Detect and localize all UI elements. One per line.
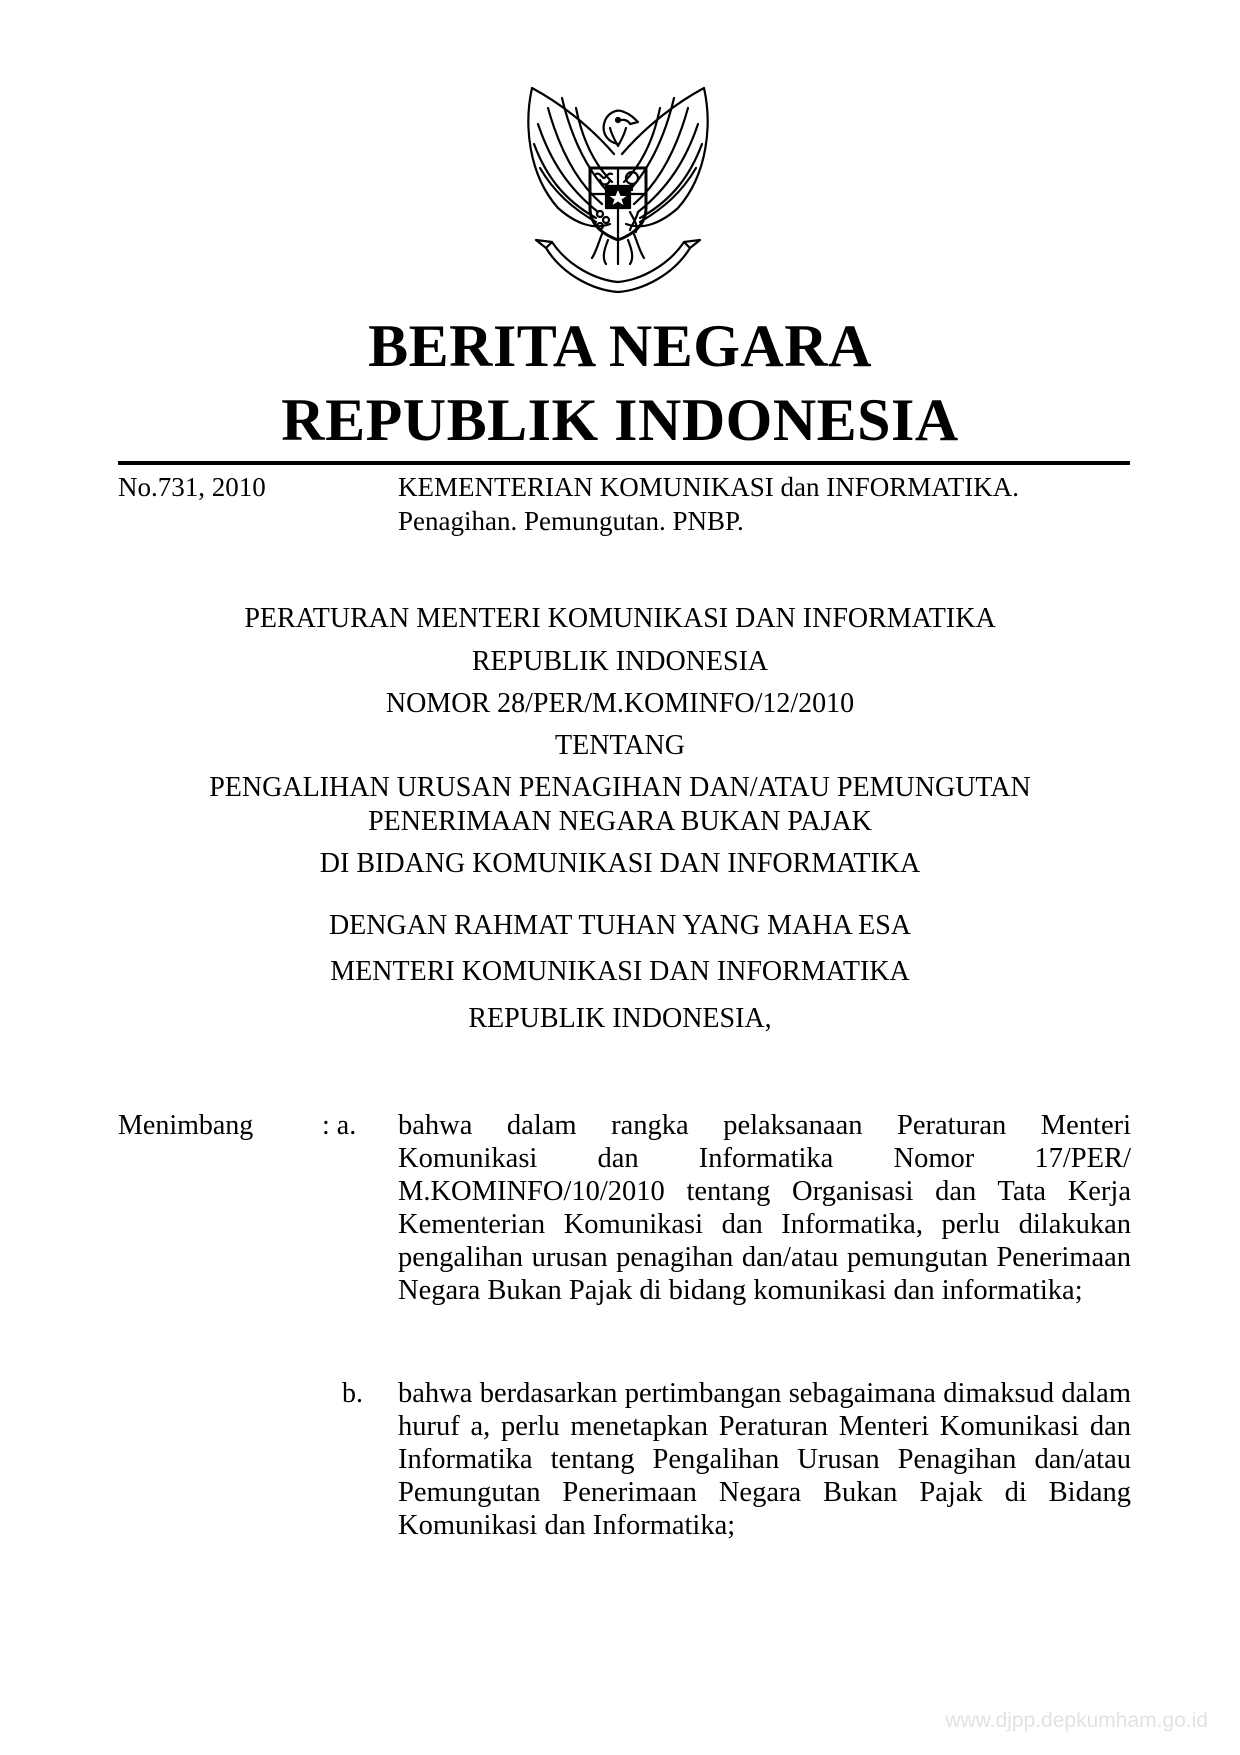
regulation-about: TENTANG bbox=[555, 730, 685, 761]
masthead-title: BERITA NEGARA bbox=[368, 313, 872, 379]
regulation-country: REPUBLIK INDONESIA bbox=[471, 646, 769, 677]
minister-country: REPUBLIK INDONESIA, bbox=[468, 1003, 772, 1034]
masthead-subtitle: REPUBLIK INDONESIA bbox=[281, 387, 959, 453]
invocation: DENGAN RAHMAT TUHAN YANG MAHA ESA bbox=[328, 910, 912, 941]
item-b-marker: b. bbox=[342, 1378, 363, 1409]
item-a-marker: : a. bbox=[322, 1110, 357, 1141]
regulation-number: NOMOR 28/PER/M.KOMINFO/12/2010 bbox=[385, 688, 855, 719]
regulation-subject-line3: DI BIDANG KOMUNIKASI DAN INFORMATIKA bbox=[319, 848, 921, 879]
regulation-subject-line1: PENGALIHAN URUSAN PENAGIHAN DAN/ATAU PEMUNGUTAN bbox=[209, 772, 1031, 803]
item-a-text: bahwa dalam rangka pelaksanaan Peraturan Menteri Komunikasi dan Informatika Nomor 17/PER/ M.KOMINFO/10/2010 tentang Organisasi dan Tata Kerja Kementerian Komunikasi dan Informatika, perlu dilakukan pengalihan urusan penagihan dan/atau pemungutan Penerimaan Negara Bukan Pajak di bidang komunikasi dan informatika; bbox=[398, 1110, 1131, 1306]
regulation-heading: PERATURAN MENTERI KOMUNIKASI DAN INFORMATIKA bbox=[244, 603, 996, 634]
item-b-text: bahwa berdasarkan pertimbangan sebagaimana dimaksud dalam huruf a, perlu menetapkan Peraturan Menteri Komunikasi dan Informatika tentang Pengalihan Urusan Penagihan dan/atau Pemungutan Penerimaan Negara Bukan Pajak di Bidang Komunikasi dan Informatika; bbox=[398, 1378, 1131, 1541]
regulation-subject-line2: PENERIMAAN NEGARA BUKAN PAJAK bbox=[368, 806, 872, 837]
garuda-emblem-icon bbox=[518, 84, 718, 296]
minister-title: MENTERI KOMUNIKASI DAN INFORMATIKA bbox=[330, 956, 910, 987]
issue-number: No.731, 2010 bbox=[118, 472, 266, 502]
considering-label: Menimbang bbox=[118, 1110, 254, 1141]
watermark-url: www.djpp.depkumham.go.id bbox=[945, 1709, 1208, 1732]
issue-subject: KEMENTERIAN KOMUNIKASI dan INFORMATIKA. bbox=[398, 472, 1019, 502]
issue-keywords: Penagihan. Pemungutan. PNBP. bbox=[398, 506, 744, 536]
masthead-divider bbox=[118, 461, 1130, 465]
